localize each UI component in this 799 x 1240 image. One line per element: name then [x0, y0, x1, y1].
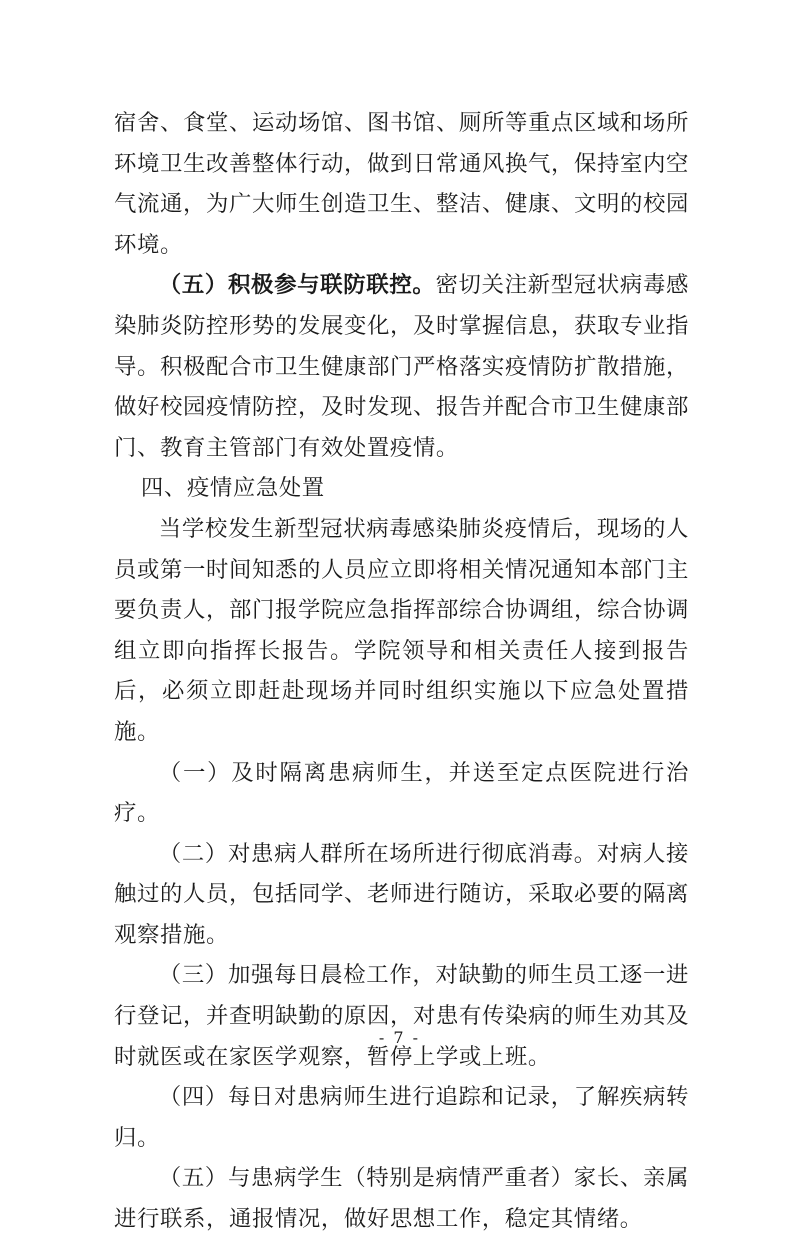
paragraph-isolation	[114, 753, 689, 834]
paragraph-text: （二）对患病人群所在场所进行彻底消毒。对病人接触过的人员，包括同学、老师进行随访，采取必要的隔离观察措施。	[114, 840, 689, 948]
paragraph-morning-check	[114, 955, 689, 1077]
page-number: - 7 -	[378, 1028, 421, 1047]
paragraph-text: （一）及时隔离患病师生，并送至定点医院进行治疗。	[114, 759, 689, 827]
paragraph-disinfection	[114, 834, 689, 956]
paragraph-tracking	[114, 1077, 689, 1158]
paragraph-text: （三）加强每日晨检工作，对缺勤的师生员工逐一进行登记，并查明缺勤的原因，对患有传染病的师生劝其及时就医或在家医学观察，暂停上学或上班。	[114, 962, 689, 1070]
paragraph-sanitation	[114, 103, 689, 265]
paragraph-text: （四）每日对患病师生进行追踪和记录，了解疾病转归。	[114, 1084, 689, 1151]
paragraph-joint-prevention	[114, 265, 689, 468]
paragraph-reporting	[114, 509, 689, 753]
paragraph-text: （五）与患病学生（特别是病情严重者）家长、亲属进行联系，通报情况，做好思想工作，稳定其情绪。	[114, 1165, 689, 1233]
paragraph-text: 宿舍、食堂、运动场馆、图书馆、厕所等重点区域和场所环境卫生改善整体行动，做到日常通风换气，保持室内空气流通，为广大师生创造卫生、整洁、健康、文明的校园环境。	[114, 110, 689, 258]
section-heading-emergency: 四、疫情应急处置	[140, 475, 325, 502]
paragraph-bold-lead: （五）积极参与联防联控。	[158, 272, 436, 299]
paragraph-text: 密切关注新型冠状病毒感染肺炎防控形势的发展变化，及时掌握信息，获取专业指导。积极配合市卫生健康部门严格落实疫情防扩散措施，做好校园疫情防控，及时发现、报告并配合市卫生健康部门、教育主管部门有效处置疫情。	[114, 272, 689, 461]
document-body	[114, 103, 689, 1240]
paragraph-text: 当学校发生新型冠状病毒感染肺炎疫情后，现场的人员或第一时间知悉的人员应立即将相关情况通知本部门主要负责人，部门报学院应急指挥部综合协调组，综合协调组立即向指挥长报告。学院领导和相关责任人接到报告后，必须立即赶赴现场并同时组织实施以下应急处置措施。	[114, 515, 689, 745]
paragraph-family-contact	[114, 1158, 689, 1239]
